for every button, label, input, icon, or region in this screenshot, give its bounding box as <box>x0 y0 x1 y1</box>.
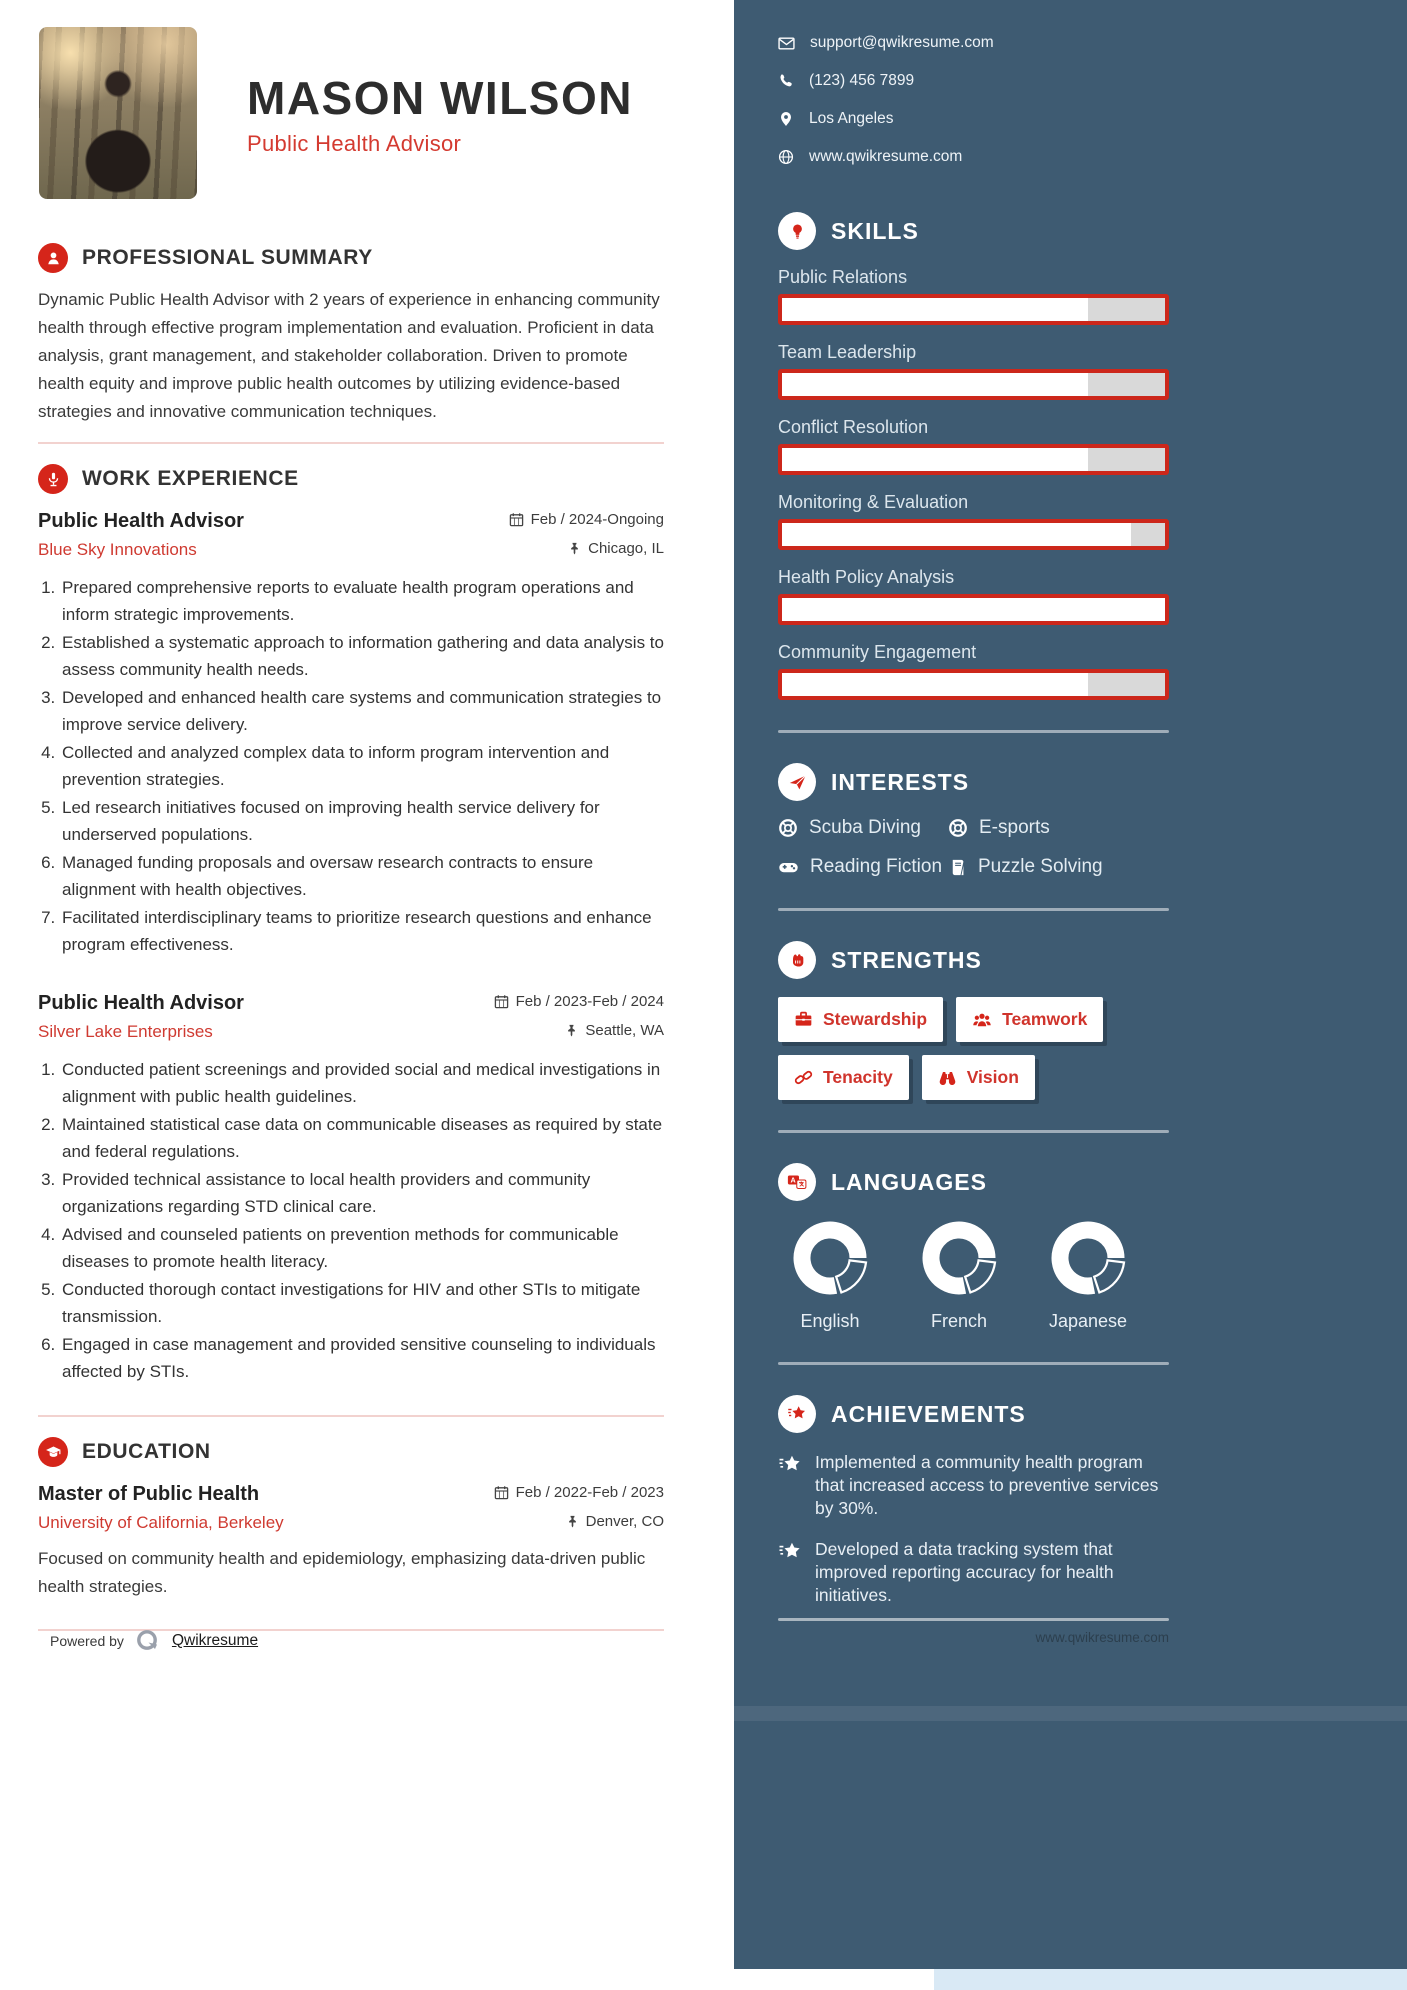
achievement-item: Developed a data tracking system that improved reporting accuracy for health initiatives. <box>778 1538 1169 1607</box>
divider <box>38 1415 664 1417</box>
language-item: Japanese <box>1049 1219 1127 1332</box>
powered-by-footer <box>50 1628 258 1654</box>
pushpin-icon <box>568 542 581 555</box>
calendar-icon <box>509 512 524 527</box>
bullet: 1. Conducted patient screenings and provided social and medical investigations in alignment with public health guidelines. <box>60 1056 664 1110</box>
strength-chip: Vision <box>922 1055 1035 1100</box>
job-location: Seattle, WA <box>565 1022 664 1039</box>
candidate-name: MASON WILSON <box>247 72 633 124</box>
location-pin-icon <box>778 111 794 127</box>
qwikresume-link[interactable]: Qwikresume <box>171 1632 259 1649</box>
interest-item: Scuba Diving <box>778 817 948 839</box>
contact-email[interactable]: support@qwikresume.com <box>778 34 1169 52</box>
podium-mic-icon <box>38 464 68 494</box>
skill-item: Team Leadership <box>778 342 1169 400</box>
skill-item: Public Relations <box>778 267 1169 325</box>
divider <box>778 908 1169 911</box>
shooting-star-icon <box>778 1540 802 1564</box>
divider <box>778 1130 1169 1133</box>
skill-progress-bar <box>778 519 1169 550</box>
sidebar <box>734 0 1407 1990</box>
section-achievements <box>778 1395 1169 1607</box>
gamepad-icon <box>778 857 799 878</box>
skill-progress-bar <box>778 294 1169 325</box>
phone-icon <box>778 73 794 89</box>
contact-website[interactable]: www.qwikresume.com <box>778 148 1169 166</box>
skill-progress-bar <box>778 669 1169 700</box>
powered-by-label: Powered by <box>50 1633 124 1649</box>
candidate-title: Public Health Advisor <box>247 131 462 157</box>
section-skills <box>778 212 1169 700</box>
bullet: 5. Conducted thorough contact investigations for HIV and other STIs to mitigate transmission. <box>60 1276 664 1330</box>
degree: Master of Public Health <box>38 1483 260 1505</box>
bullet: 3. Provided technical assistance to local health providers and community organizations regarding STD clinical care. <box>60 1166 664 1220</box>
skill-item: Health Policy Analysis <box>778 567 1169 625</box>
section-title: WORK EXPERIENCE <box>82 467 299 490</box>
lifebuoy-icon <box>778 818 798 838</box>
skill-item: Monitoring & Evaluation <box>778 492 1169 550</box>
section-professional-summary <box>38 243 664 426</box>
strength-chip: Teamwork <box>956 997 1103 1042</box>
team-icon <box>972 1010 992 1030</box>
pushpin-icon <box>566 1515 579 1528</box>
education-location: Denver, CO <box>566 1513 664 1530</box>
calendar-icon <box>494 994 509 1009</box>
job-location: Chicago, IL <box>568 540 664 557</box>
calendar-icon <box>494 1485 509 1500</box>
chain-link-icon <box>794 1068 813 1087</box>
achievement-item: Implemented a community health program that increased access to preventive services by 30%. <box>778 1451 1169 1520</box>
job-company: Silver Lake Enterprises <box>38 1022 213 1041</box>
divider <box>38 442 664 444</box>
bullet: 5. Led research initiatives focused on improving health service delivery for underserved populations. <box>60 794 664 848</box>
language-proficiency-donut <box>1049 1219 1127 1297</box>
education-entry <box>38 1483 664 1601</box>
binoculars-icon <box>938 1068 957 1087</box>
job-title: Public Health Advisor <box>38 992 244 1014</box>
lifebuoy-icon <box>948 818 968 838</box>
resume-header <box>38 0 664 199</box>
section-title: ACHIEVEMENTS <box>831 1400 1026 1427</box>
person-icon <box>38 243 68 273</box>
language-item: French <box>920 1219 998 1332</box>
section-interests <box>778 763 1169 878</box>
sidebar-footer <box>778 1618 1169 1645</box>
bullet: 2. Maintained statistical case data on communicable diseases as required by state and federal regulations. <box>60 1111 664 1165</box>
language-proficiency-donut <box>791 1219 869 1297</box>
section-education <box>38 1437 664 1601</box>
qwikresume-logo-icon <box>135 1628 161 1654</box>
section-work-experience <box>38 464 664 1385</box>
contact-block <box>778 34 1169 166</box>
education-description: Focused on community health and epidemiology, emphasizing data-driven public health strategies. <box>38 1549 646 1596</box>
shooting-star-icon <box>778 1453 802 1477</box>
lightbulb-icon <box>778 212 816 250</box>
job-bullets <box>38 1056 664 1385</box>
language-proficiency-donut <box>920 1219 998 1297</box>
contact-phone[interactable]: (123) 456 7899 <box>778 72 1169 90</box>
briefcase-icon <box>794 1010 813 1029</box>
book-icon <box>948 858 967 877</box>
website-url[interactable]: www.qwikresume.com <box>1035 1630 1169 1645</box>
section-title: INTERESTS <box>831 768 970 795</box>
svg-text:A: A <box>790 1175 796 1185</box>
job-entry <box>38 510 664 958</box>
contact-location: Los Angeles <box>778 110 1169 128</box>
skill-progress-bar <box>778 444 1169 475</box>
divider <box>778 1362 1169 1365</box>
job-dates: Feb / 2024-Ongoing <box>509 511 664 528</box>
skill-progress-bar <box>778 369 1169 400</box>
interest-item: E-sports <box>948 817 1169 839</box>
globe-icon <box>778 149 794 165</box>
shooting-star-icon <box>778 1395 816 1433</box>
job-bullets <box>38 574 664 958</box>
bottom-strip <box>934 1969 1407 1990</box>
graduation-cap-icon <box>38 1437 68 1467</box>
bullet: 7. Facilitated interdisciplinary teams to prioritize research questions and enhance program effectiveness. <box>60 904 664 958</box>
bullet: 6. Managed funding proposals and oversaw research contracts to ensure alignment with health objectives. <box>60 849 664 903</box>
strength-chip: Stewardship <box>778 997 943 1042</box>
summary-text: Dynamic Public Health Advisor with 2 years of experience in enhancing community health through effective program implementation and evaluation. Proficient in data analysis, grant management, and stakeholder collaboration. Driven to promote health equity and improve public health outcomes by utilizing evidence-based strategies and innovative communication techniques. <box>38 290 660 421</box>
translate-icon <box>778 1163 816 1201</box>
page-break-band <box>734 1706 1407 1721</box>
bullet: 6. Engaged in case management and provided sensitive counseling to individuals affected by STIs. <box>60 1331 664 1385</box>
section-title: PROFESSIONAL SUMMARY <box>82 246 373 269</box>
skill-item: Conflict Resolution <box>778 417 1169 475</box>
paper-plane-icon <box>778 763 816 801</box>
fist-icon <box>778 941 816 979</box>
bottom-strip <box>734 1969 934 1990</box>
bullet: 1. Prepared comprehensive reports to evaluate health program operations and inform strategic improvements. <box>60 574 664 628</box>
bullet: 4. Collected and analyzed complex data to inform program intervention and prevention strategies. <box>60 739 664 793</box>
education-dates: Feb / 2022-Feb / 2023 <box>494 1484 664 1501</box>
section-title: LANGUAGES <box>831 1168 987 1195</box>
job-dates: Feb / 2023-Feb / 2024 <box>494 993 664 1010</box>
bullet: 2. Established a systematic approach to information gathering and data analysis to assess community health needs. <box>60 629 664 683</box>
job-title: Public Health Advisor <box>38 510 244 532</box>
strength-chip: Tenacity <box>778 1055 909 1100</box>
section-title: EDUCATION <box>82 1440 211 1463</box>
section-title: SKILLS <box>831 217 919 244</box>
envelope-icon <box>778 35 795 52</box>
school: University of California, Berkeley <box>38 1513 284 1532</box>
divider <box>778 730 1169 733</box>
section-strengths <box>778 941 1169 1100</box>
skill-progress-bar <box>778 594 1169 625</box>
section-title: STRENGTHS <box>831 946 982 973</box>
job-company: Blue Sky Innovations <box>38 540 197 559</box>
section-languages <box>778 1163 1169 1332</box>
interest-item: Reading Fiction <box>778 856 948 878</box>
bullet: 3. Developed and enhanced health care systems and communication strategies to improve service delivery. <box>60 684 664 738</box>
divider <box>778 1618 1169 1621</box>
language-item: English <box>791 1219 869 1332</box>
interest-item: Puzzle Solving <box>948 856 1169 878</box>
profile-photo <box>39 27 197 199</box>
pushpin-icon <box>565 1024 578 1037</box>
skill-item: Community Engagement <box>778 642 1169 700</box>
job-entry <box>38 992 664 1385</box>
bullet: 4. Advised and counseled patients on prevention methods for communicable diseases to promote health literacy. <box>60 1221 664 1275</box>
